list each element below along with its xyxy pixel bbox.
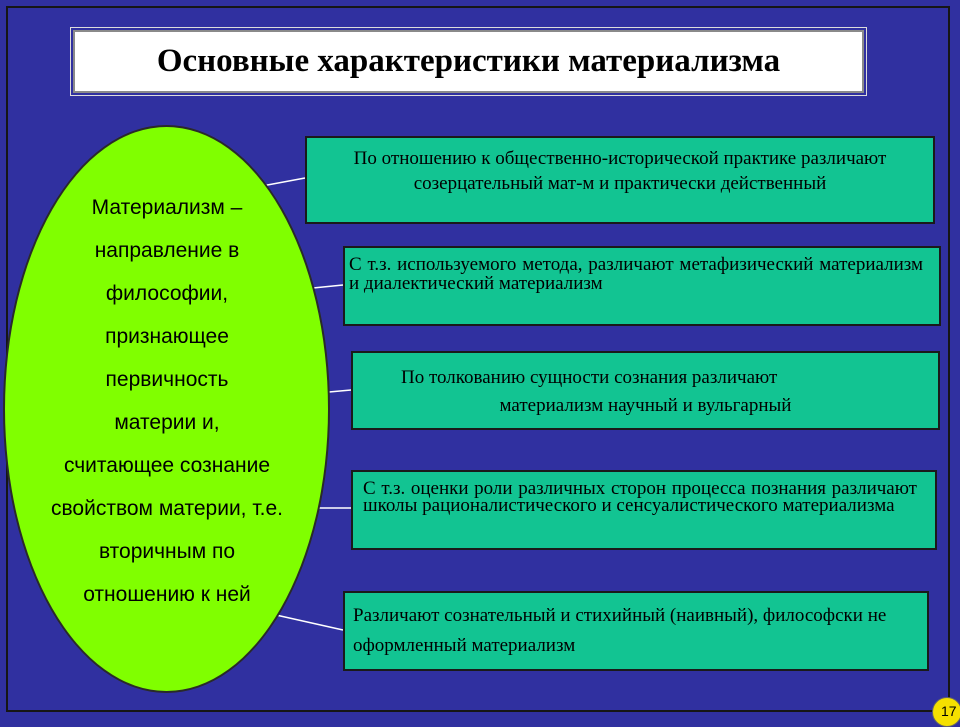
- connector-line-1: [262, 178, 305, 186]
- connector-line-5: [276, 615, 343, 630]
- characteristic-box-conscious: Различают сознательный и стихийный (наивный), философски не оформленный материализм: [343, 591, 929, 671]
- definition-line: считающее сознание: [63, 454, 271, 477]
- definition-line: признающее: [105, 325, 229, 348]
- page-number-badge: 17: [932, 697, 960, 727]
- characteristic-box-consciousness: [351, 351, 940, 430]
- characteristic-box-cognition: С т.з. оценки роли различных сторон процесса познания различают школы рационалистического и сенсуалистического материализма: [351, 470, 937, 550]
- characteristic-line: По толкованию сущности сознания различают: [401, 367, 778, 388]
- definition-line: Материализм –: [91, 196, 243, 219]
- definition-line: первичность: [105, 368, 229, 391]
- characteristic-line: материализм научный и вульгарный: [499, 395, 792, 416]
- connector-line-3: [329, 390, 351, 392]
- definition-line: материи и,: [114, 411, 220, 434]
- definition-line: свойством материи, т.е.: [51, 497, 283, 520]
- definition-line: направление в: [94, 239, 240, 262]
- definition-text: [22, 186, 312, 616]
- definition-line: вторичным по: [98, 540, 236, 563]
- connector-line-2: [313, 285, 343, 288]
- slide-title: Основные характеристики материализма: [73, 30, 864, 93]
- definition-line: философии,: [105, 282, 229, 305]
- definition-line: отношению к ней: [83, 583, 251, 606]
- characteristic-box-practice: По отношению к общественно-исторической практике различают созерцательный мат-м и практически действенный: [305, 136, 935, 224]
- characteristic-box-method: С т.з. используемого метода, различают метафизический материализм и диалектический материализм: [343, 246, 941, 326]
